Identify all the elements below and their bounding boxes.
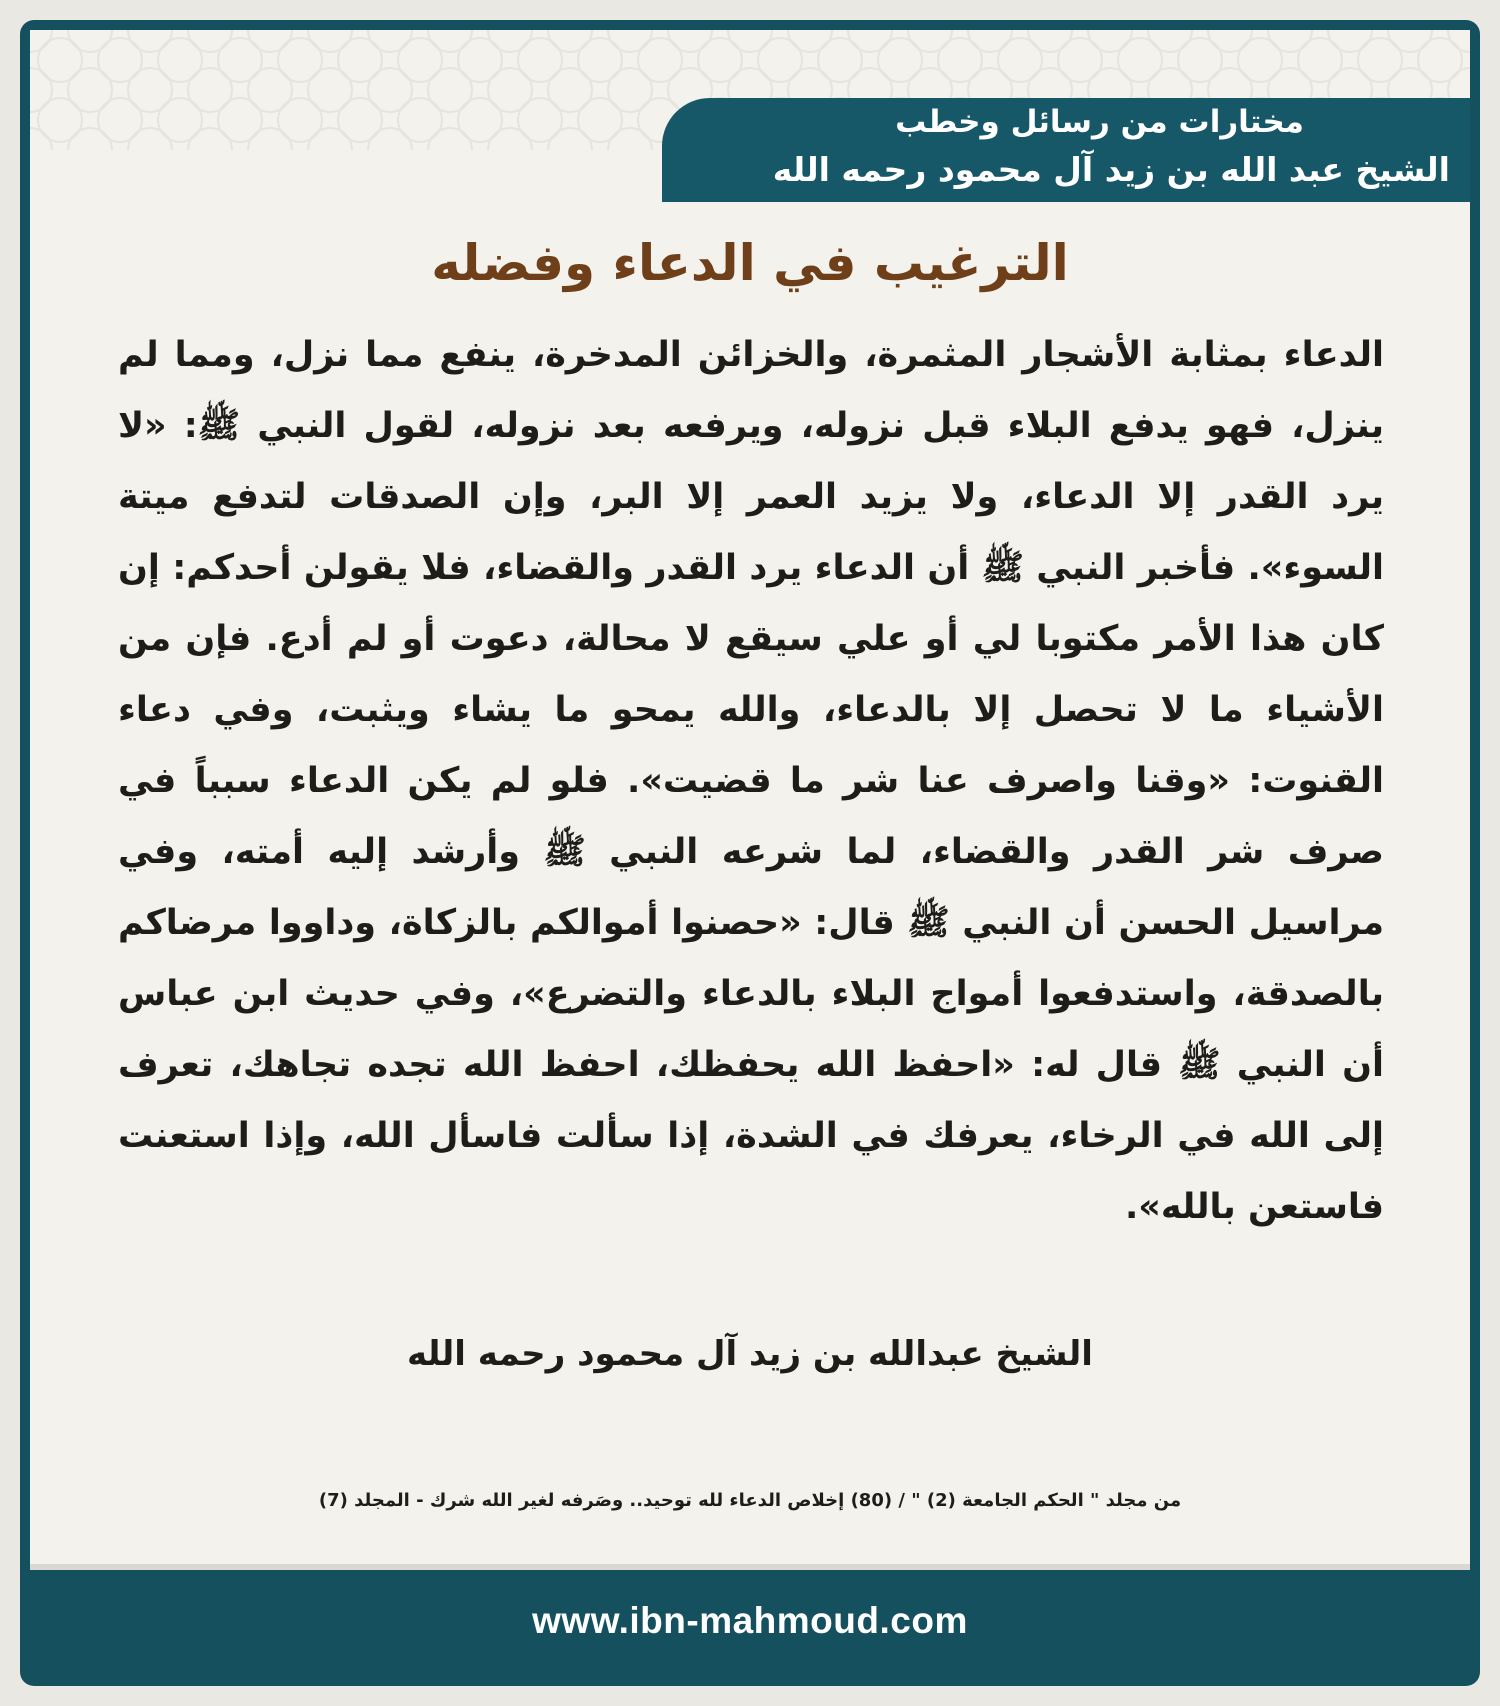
author-signature: الشيخ عبدالله بن زيد آل محمود رحمه الله — [407, 1334, 1093, 1374]
footer-divider — [30, 1564, 1470, 1570]
page-title: الترغيب في الدعاء وفضله — [431, 234, 1069, 292]
article-body: الدعاء بمثابة الأشجار المثمرة، والخزائن المدخرة، ينفع مما نزل، ومما لم ينزل، فهو يدفع البلاء قبل نزوله، ويرفعه بعد نزوله، لقول النبي ﷺ: «لا يرد القدر إلا الدعاء، ولا يزيد العمر إلا البر، وإن الصدقات لتدفع ميتة السوء». فأخبر النبي ﷺ أن الدعاء يرد القدر والقضاء، فلا يقولن أحدكم: إن كان هذا الأمر مكتوبا لي أو علي سيقع لا محالة، دعوت أو لم أدع. فإن من الأشياء ما لا تحصل إلا بالدعاء، والله يمحو ما يشاء ويثبت، وفي دعاء القنوت: «وقنا واصرف عنا شر ما قضيت». فلو لم يكن الدعاء سبباً في صرف شر القدر والقضاء، لما شرعه النبي ﷺ وأرشد إليه أمته، وفي مراسيل الحسن أن النبي ﷺ قال: «حصنوا أموالكم بالزكاة، وداووا مرضاكم بالصدقة، واستدفعوا أمواج البلاء بالدعاء والتضرع»، وفي حديث ابن عباس أن النبي ﷺ قال له: «احفظ الله يحفظك، احفظ الله تجده تجاهك، تعرف إلى الله في الرخاء، يعرفك في الشدة، إذا سألت فاسأل الله، وإذا استعنت فاستعن بالله». — [118, 335, 1384, 1227]
header-author: الشيخ عبد الله بن زيد آل محمود رحمه الله — [772, 150, 1450, 189]
content-card — [30, 30, 1470, 1570]
website-url[interactable]: www.ibn-mahmoud.com — [532, 1600, 968, 1641]
header-banner — [662, 98, 1470, 202]
source-citation: من مجلد " الحكم الجامعة (2) " / (80) إخلاص الدعاء لله توحيد.. وصَرفه لغير الله شرك - المجلد (7) — [318, 1490, 1182, 1511]
header-subtitle: مختارات من رسائل وخطب — [895, 104, 1304, 140]
page-frame — [20, 20, 1480, 1686]
